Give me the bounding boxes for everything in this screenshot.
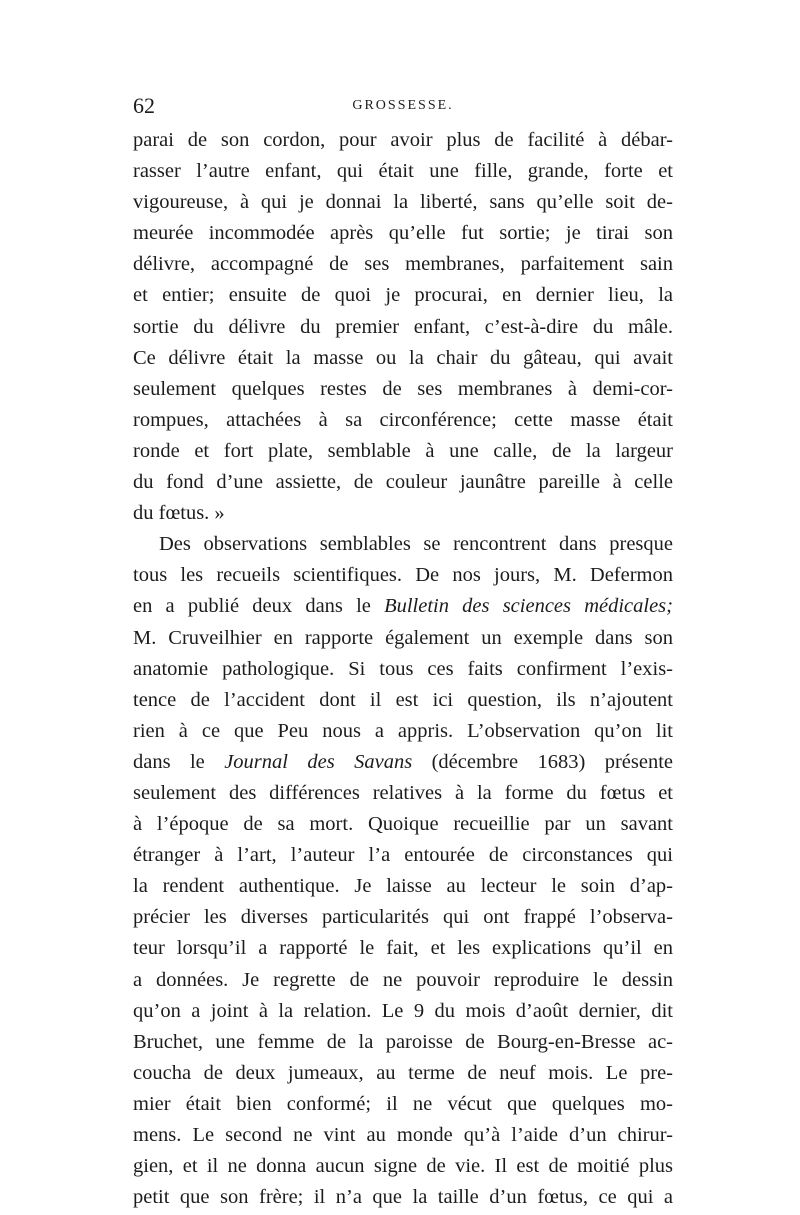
text-line-32: mier était bien conformé; il ne vécut que quelques mo- bbox=[133, 1092, 673, 1115]
text-line-21-start: dans le bbox=[133, 750, 225, 773]
text-line-10: rompues, attachées à sa circonférence; cette masse était bbox=[133, 408, 673, 431]
journal-title: Journal des Savans bbox=[224, 750, 413, 773]
text-line-26: précier les diverses particularités qui ont frappé l’observa- bbox=[133, 906, 673, 929]
page-number: 62 bbox=[133, 93, 155, 118]
text-line-34: gien, et il ne donna aucun signe de vie. Il est de moitié plus bbox=[133, 1155, 673, 1178]
text-line-2: rasser l’autre enfant, qui était une fille, grande, forte et bbox=[133, 160, 673, 183]
text-line-13: du fœtus. » bbox=[133, 502, 225, 525]
text-line-1: parai de son cordon, pour avoir plus de facilité à débar- bbox=[133, 129, 673, 151]
text-line-21 bbox=[133, 747, 673, 778]
text-line-16-roman: en a publié deux dans le bbox=[133, 595, 385, 618]
text-line-21-end: (décembre 1683) présente bbox=[412, 750, 673, 773]
text-line-17: M. Cruveilhier en rapporte également un exemple dans son bbox=[133, 626, 673, 649]
text-line-29: qu’on a joint à la relation. Le 9 du mois d’août dernier, dit bbox=[133, 999, 673, 1022]
text-line-19: tence de l’accident dont il est ici question, ils n’ajoutent bbox=[133, 688, 673, 711]
text-line-35: petit que son frère; il n’a que la taille d’un fœtus, ce qui a bbox=[133, 1186, 673, 1209]
text-line-5: délivre, accompagné de ses membranes, parfaitement sain bbox=[133, 253, 673, 276]
text-line-14: Des observations semblables se rencontrent dans presque bbox=[159, 533, 673, 556]
text-line-33: mens. Le second ne vint au monde qu’à l’aide d’un chirur- bbox=[133, 1124, 673, 1146]
text-line-15: tous les recueils scientifiques. De nos jours, M. Defermon bbox=[133, 564, 673, 587]
text-line-16 bbox=[133, 591, 673, 622]
text-line-28: a données. Je regrette de ne pouvoir reproduire le dessin bbox=[133, 968, 673, 991]
bulletin-title: Bulletin des sciences médicales; bbox=[384, 595, 673, 618]
running-head bbox=[133, 94, 673, 118]
text-line-25: la rendent authentique. Je laisse au lecteur le soin d’ap- bbox=[133, 875, 673, 898]
text-line-23: à l’époque de sa mort. Quoique recueillie par un savant bbox=[133, 813, 673, 836]
text-line-18: anatomie pathologique. Si tous ces faits confirment l’exis- bbox=[133, 657, 673, 680]
text-line-31: coucha de deux jumeaux, au terme de neuf mois. Le pre- bbox=[133, 1061, 673, 1084]
running-title: GROSSESSE. bbox=[352, 98, 454, 113]
text-line-12: du fond d’une assiette, de couleur jaunâtre pareille à celle bbox=[133, 471, 673, 494]
text-line-20: rien à ce que Peu nous a appris. L’observation qu’on lit bbox=[133, 719, 673, 742]
text-line-8: Ce délivre était la masse ou la chair du gâteau, qui avait bbox=[133, 346, 673, 369]
text-line-7: sortie du délivre du premier enfant, c’est-à-dire du mâle. bbox=[133, 315, 673, 338]
text-line-30: Bruchet, une femme de la paroisse de Bourg-en-Bresse ac- bbox=[133, 1030, 673, 1053]
text-line-6: et entier; ensuite de quoi je procurai, en dernier lieu, la bbox=[133, 284, 673, 307]
text-line-9: seulement quelques restes de ses membranes à demi-cor- bbox=[133, 377, 673, 400]
text-line-11: ronde et fort plate, semblable à une calle, de la largeur bbox=[133, 439, 673, 462]
text-line-27: teur lorsqu’il a rapporté le fait, et les explications qu’il en bbox=[133, 937, 673, 960]
text-line-22: seulement des différences relatives à la forme du fœtus et bbox=[133, 781, 673, 804]
text-line-24: étranger à l’art, l’auteur l’a entourée de circonstances qui bbox=[133, 844, 673, 867]
text-line-4: meurée incommodée après qu’elle fut sortie; je tirai son bbox=[133, 222, 673, 245]
text-line-3: vigoureuse, à qui je donnai la liberté, sans qu’elle soit de- bbox=[133, 191, 673, 214]
body-text bbox=[133, 125, 673, 1213]
